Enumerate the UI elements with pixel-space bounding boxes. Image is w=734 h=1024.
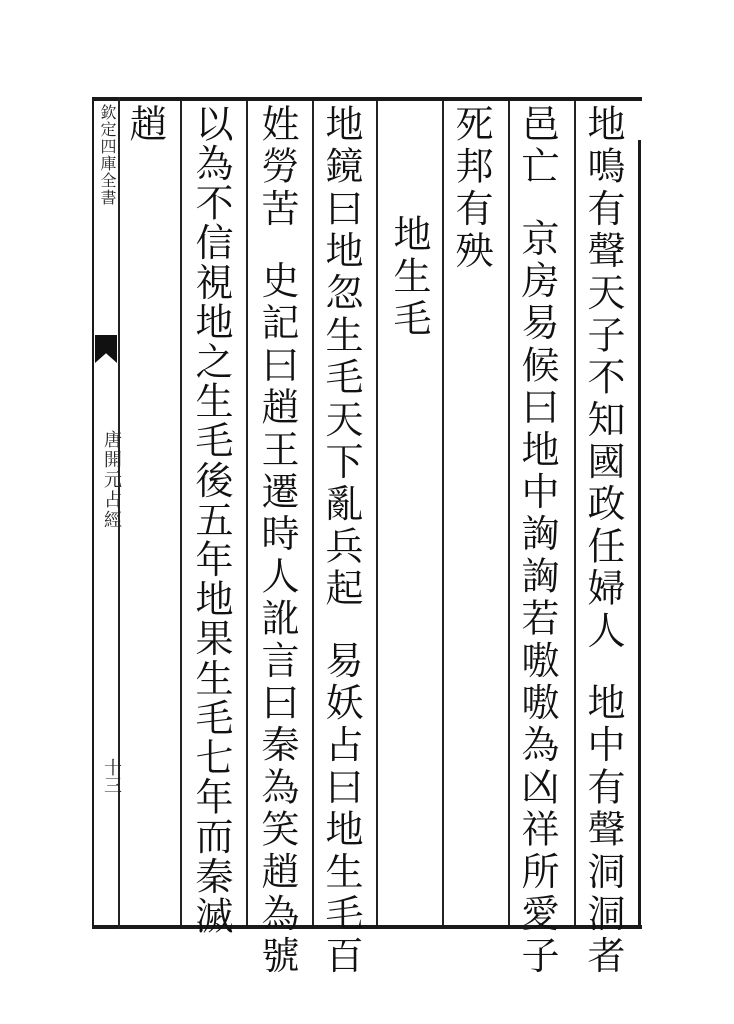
frame-bottom-border: [92, 925, 642, 929]
frame-left-border: [92, 97, 94, 929]
column-main-text: 地生毛: [387, 214, 431, 341]
frame-right-border: [638, 140, 641, 929]
text-column-5: [319, 104, 363, 979]
column-main-text: 姓勞苦: [255, 104, 299, 231]
text-column-8: [123, 104, 167, 147]
column-main-text: 地鳴有聲天子不知國政任婦人: [581, 104, 625, 653]
column-divider: [574, 101, 576, 925]
column-main-text: 邑亡: [515, 104, 559, 189]
gutter-book-title: 唐開元占經: [101, 430, 122, 530]
text-column-1: [581, 104, 625, 979]
column-divider: [312, 101, 314, 925]
column-main-text: 趙: [123, 104, 167, 147]
column-divider: [442, 101, 444, 925]
column-note-text: 地中有聲洞洞者: [581, 682, 625, 979]
text-column-4: [387, 214, 431, 341]
column-note-text: 史記曰趙王遷時人訛言曰秦為笑趙為號: [255, 260, 299, 979]
text-column-2: [515, 104, 559, 979]
frame-top-border: [92, 97, 642, 101]
column-divider: [376, 101, 378, 925]
column-divider: [180, 101, 182, 925]
text-column-3: [449, 104, 493, 273]
column-divider: [246, 101, 248, 925]
column-note-text: 京房易候曰地中詾詾若嗷嗷為凶祥所愛子: [515, 218, 559, 979]
column-main-text: 死邦有殃: [449, 104, 493, 273]
column-main-text: 以為不信視地之生毛後五年地果生毛七年而秦滅: [189, 104, 233, 936]
fishtail-mark-icon: [95, 335, 117, 363]
text-column-7: [189, 104, 233, 936]
column-divider: [508, 101, 510, 925]
gutter-page-number: 十三: [101, 758, 122, 794]
text-column-6: [255, 104, 299, 979]
gutter-header: 欽定四庫全書: [98, 104, 117, 206]
column-main-text: 地鏡曰地忽生毛天下亂兵起: [319, 104, 363, 611]
column-note-text: 易妖占曰地生毛百: [319, 640, 363, 979]
